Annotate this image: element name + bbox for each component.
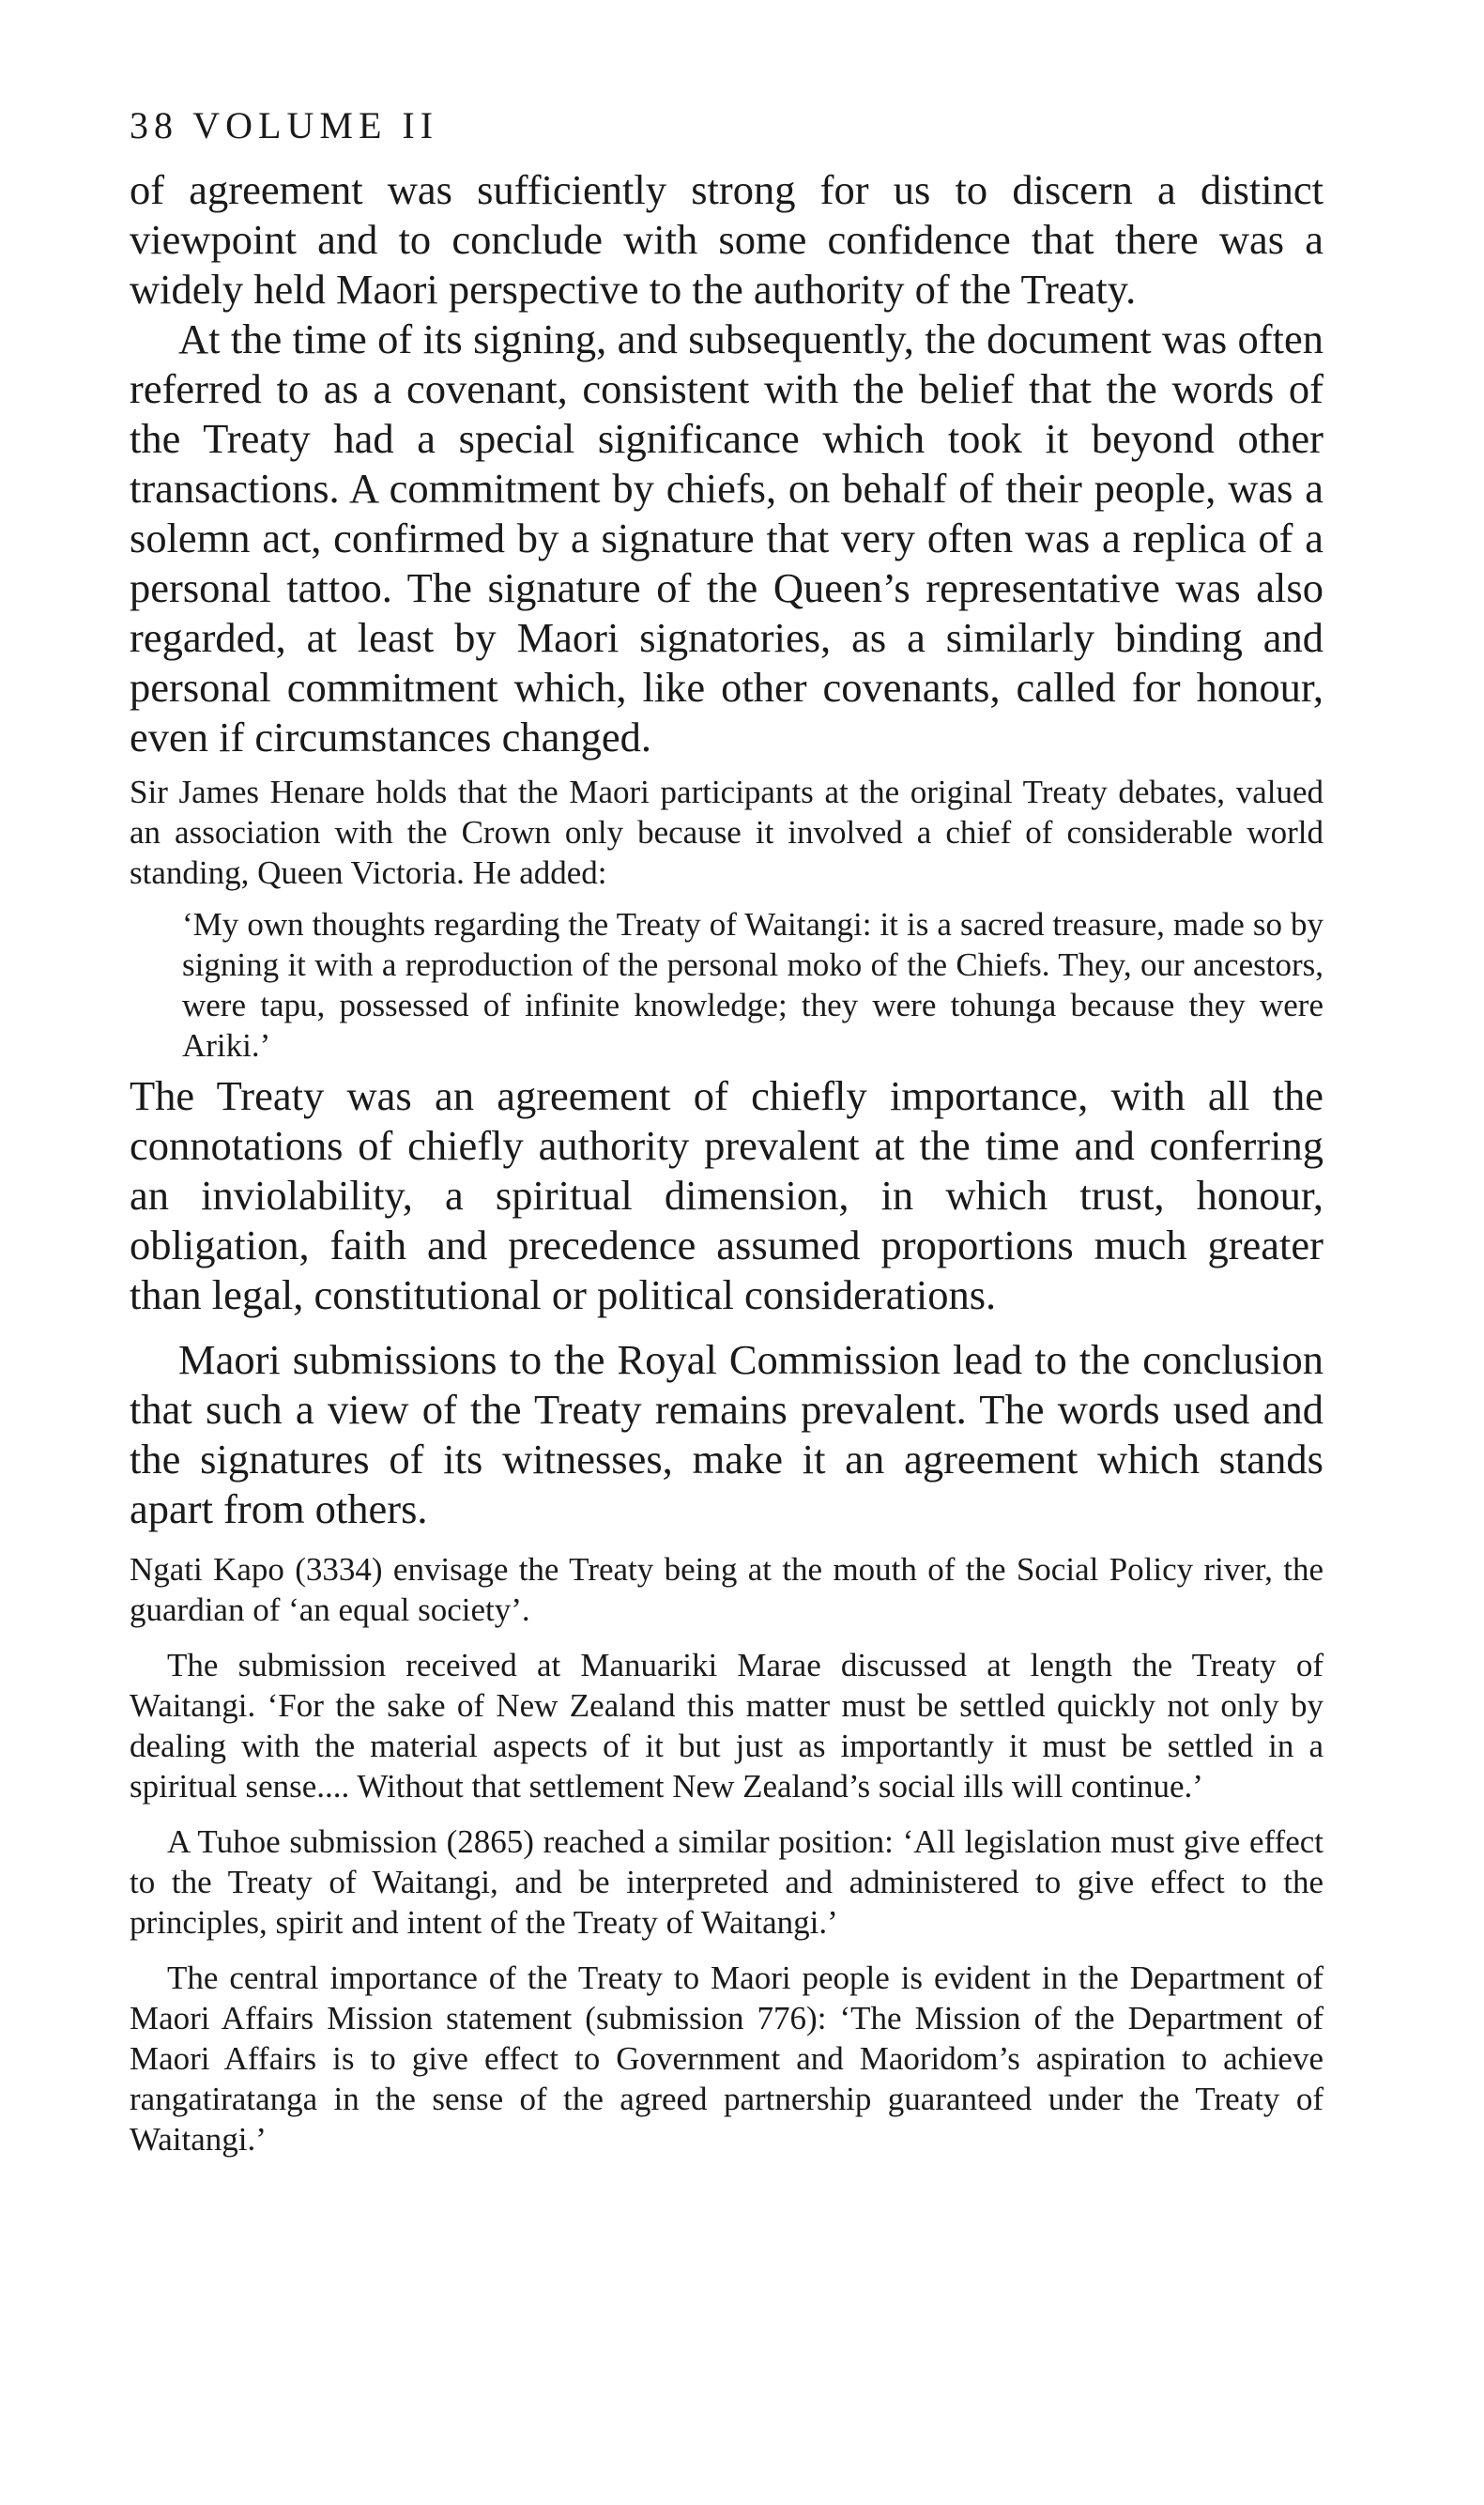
henare-quote: ‘My own thoughts regarding the Treaty of Waitangi: it is a sacred treasure, made so by signing it with a reproduction of the personal moko of the Chiefs. They, our ancestors, were tapu, possessed of infinite knowledge; they were tohunga because they were Ariki.’ bbox=[182, 906, 1323, 1064]
page bbox=[130, 103, 1323, 2159]
paragraph-henare: Sir James Henare holds that the Maori participants at the original Treaty debates, valued an association with the Crown only because it involved a chief of considerable world standing, Queen Victoria. He added: bbox=[130, 774, 1323, 891]
paragraph-maori-affairs: The central importance of the Treaty to Maori people is evident in the Department of Maori Affairs Mission statement (submission 776): ‘The Mission of the Department of Maori Affairs is to give effect to Government and Maoridom’s aspiration to achieve rangatiratanga in the sense of the agreed partnership guaranteed under the Treaty of Waitangi.’ bbox=[130, 1959, 1323, 2158]
paragraph-chiefly-importance: The Treaty was an agreement of chiefly importance, with all the connotations of chiefly authority prevalent at the time and conferring an inviolability, a spiritual dimension, in which trust, honour, obligation, faith and precedence assumed proportions much greater than legal, constitutional or political considerations. bbox=[130, 1072, 1323, 1318]
paragraph-royal-commission: Maori submissions to the Royal Commission lead to the conclusion that such a view of the Treaty remains prevalent. The words used and the signatures of its witnesses, make it an agreement which stands apart from others. bbox=[130, 1336, 1323, 1532]
paragraph-continuation: of agreement was sufficiently strong for us to discern a distinct viewpoint and to conclude with some confidence that there was a widely held Maori perspective to the authority of the Treaty. bbox=[130, 166, 1323, 313]
paragraph-ngati-kapo: Ngati Kapo (3334) envisage the Treaty being at the mouth of the Social Policy river, the guardian of ‘an equal society’. bbox=[130, 1551, 1323, 1628]
paragraph-tuhoe: A Tuhoe submission (2865) reached a similar position: ‘All legislation must give effect to the Treaty of Waitangi, and be interpreted and administered to give effect to the principles, spirit and intent of the Treaty of Waitangi.’ bbox=[130, 1823, 1323, 1941]
paragraph-covenant: At the time of its signing, and subsequently, the document was often referred to as a covenant, consistent with the belief that the words of the Treaty had a special significance which took it beyond other transactions. A commitment by chiefs, on behalf of their people, was a solemn act, confirmed by a signature that very often was a replica of a personal tattoo. The signature of the Queen’s representative was also regarded, at least by Maori signatories, as a similarly binding and personal commitment which, like other covenants, called for honour, even if circumstances changed. bbox=[130, 315, 1323, 761]
running-head: 38 VOLUME II bbox=[130, 104, 439, 146]
paragraph-manuariki: The submission received at Manuariki Marae discussed at length the Treaty of Waitangi. ‘For the sake of New Zealand this matter must be settled quickly not only by dealing with the material aspects of it but just as importantly it must be settled in a spiritual sense.... Without that settlement New Zealand’s social ills will continue.’ bbox=[130, 1647, 1323, 1805]
